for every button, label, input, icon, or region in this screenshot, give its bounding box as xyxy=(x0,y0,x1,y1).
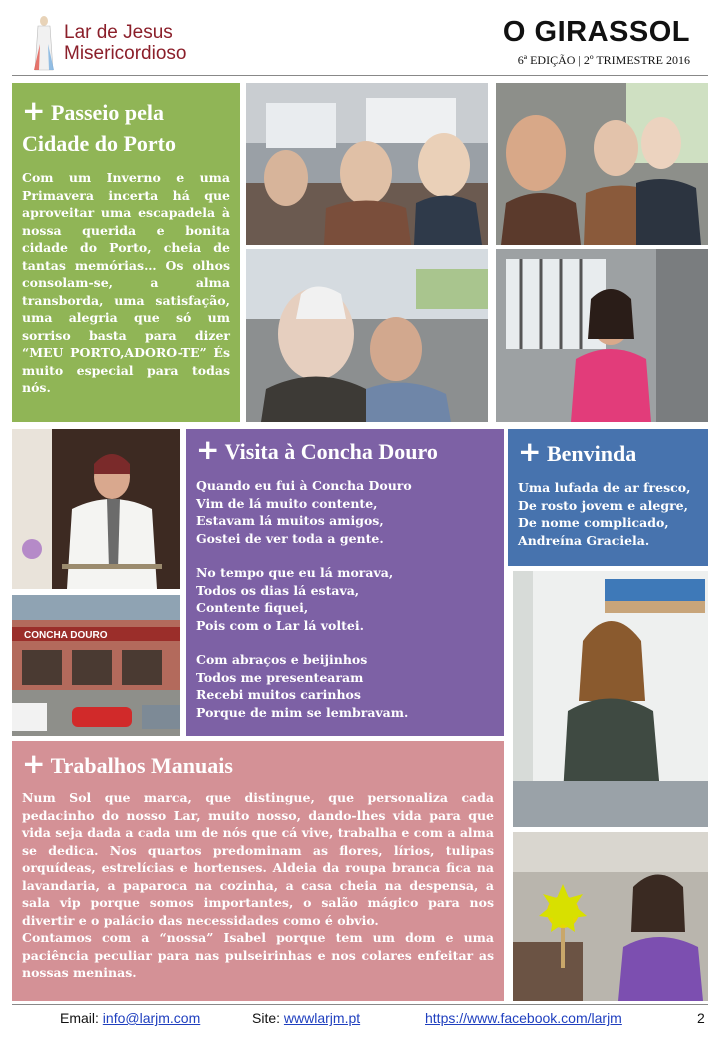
section-visita xyxy=(186,429,504,736)
passeio-title xyxy=(22,95,230,159)
poem-line: Pois com o Lar lá voltei. xyxy=(196,617,364,633)
poem-line: Porque de mim se lembravam. xyxy=(196,704,409,720)
benvinda-line: De rosto jovem e alegre, xyxy=(518,497,688,513)
poem-line: Com abraços e beijinhos xyxy=(196,652,368,667)
site-link[interactable]: wwwlarjm.pt xyxy=(283,1010,361,1026)
poem-line: Recebi muitos carinhos xyxy=(196,687,361,702)
trabalhos-paragraph-2: Contamos com a “nossa” Isabel porque tem um dom e uma paciência peculiar para nas pulseirinhas e nos colares enfeitar as nossas meninas. xyxy=(22,930,494,980)
photo-elderly-women-in-van xyxy=(246,83,488,245)
benvinda-line: Andreína Graciela. xyxy=(518,532,650,548)
org-name-line1: Lar de Jesus xyxy=(64,22,173,43)
email-label: Email: xyxy=(60,1010,99,1026)
storefront-sign: CONCHA DOURO xyxy=(24,630,108,641)
benvinda-line: Uma lufada de ar fresco, xyxy=(518,480,691,495)
plus-icon: + xyxy=(22,94,46,127)
benvinda-title xyxy=(518,435,698,468)
benvinda-line: De nome complicado, xyxy=(518,515,669,530)
site-label: Site: xyxy=(252,1010,281,1026)
poem-line: Estavam lá muitos amigos, xyxy=(196,513,384,528)
email-link[interactable]: info@larjm.com xyxy=(102,1010,201,1026)
photo-women-in-van-backseat xyxy=(496,83,708,245)
plus-icon: + xyxy=(518,435,542,468)
footer-email xyxy=(60,1010,200,1026)
section-passeio xyxy=(12,83,240,422)
benvinda-text xyxy=(518,479,698,549)
footer-facebook xyxy=(425,1010,622,1026)
divine-mercy-figure-icon xyxy=(30,14,58,72)
photo-concha-douro-storefront xyxy=(12,595,180,736)
poem-line: Vim de lá muito contente, xyxy=(196,495,378,511)
magazine-edition: 6ª EDIÇÃO | 2º TRIMESTRE 2016 xyxy=(517,53,690,67)
poem-line: Contente fiquei, xyxy=(196,600,309,615)
footer-site xyxy=(252,1010,360,1026)
poem-line: Todos os dias lá estava, xyxy=(196,582,360,598)
photo-smiling-woman-in-pink xyxy=(496,249,708,422)
page-number: 2 xyxy=(697,1010,705,1026)
section-trabalhos xyxy=(12,741,504,1001)
visita-title xyxy=(196,433,494,466)
passeio-text: Com um Inverno e uma Primavera incerta há que aproveitar uma escapadela à nossa querida e bonita cidade do Porto, cheia de tantas memórias… Os olhos consolam-se, a alma transborda, uma satisfação, uma alegria que só um sorriso basta para dizer “MEU PORTO,ADORO-TE” És muito especial para todas nós. xyxy=(22,170,230,395)
visita-title-text: Visita à Concha Douro xyxy=(224,439,438,464)
photo-woman-with-walker xyxy=(12,429,180,589)
section-benvinda xyxy=(508,429,708,566)
visita-poem xyxy=(196,477,494,721)
poem-line: Quando eu fui à Concha Douro xyxy=(196,478,412,493)
plus-icon: + xyxy=(22,747,46,780)
trabalhos-paragraph-1: Num Sol que marca, que distingue, que personaliza cada pedacinho do nosso Lar, muito nosso, dando-lhes vida para que vida seja dada a cada um de nós que cá vive, trabalha e com a alma se dedica. Nos quartos predominam as flores, lírios, tulipas orquídeas, estrelícias e hortenses. Aldeia da roupa branca fica na lavandaria, a paparoca na cozinha, a casa cheia na despensa, a sala vip porque somos importantes, o salão mágico para nos divertir e o palácio das necessidades como é obvio. xyxy=(22,790,494,928)
footer-divider xyxy=(12,1004,708,1005)
poem-stanza-3 xyxy=(196,651,494,721)
benvinda-title-text: Benvinda xyxy=(546,441,637,466)
plus-icon: + xyxy=(196,433,220,466)
poem-line: Todos me presentearam xyxy=(196,669,364,685)
photo-elderly-woman-in-van-front xyxy=(246,249,488,422)
poem-stanza-2 xyxy=(196,564,494,634)
header-divider xyxy=(12,75,708,76)
organization-name xyxy=(64,22,186,64)
facebook-link[interactable]: https://www.facebook.com/larjm xyxy=(425,1010,622,1026)
magazine-title: O GIRASSOL xyxy=(502,16,690,48)
trabalhos-title xyxy=(22,747,494,780)
passeio-title-line1: Passeio pela xyxy=(50,100,165,125)
org-name-line2: Misericordioso xyxy=(64,43,187,64)
poem-line: Gostei de ver toda a gente. xyxy=(196,530,384,546)
poem-line: No tempo que eu lá morava, xyxy=(196,565,394,580)
trabalhos-text xyxy=(22,789,494,982)
poem-stanza-1 xyxy=(196,477,494,547)
photo-woman-holding-sun-craft xyxy=(513,832,708,1001)
trabalhos-title-text: Trabalhos Manuais xyxy=(50,753,233,778)
passeio-title-line2: Cidade do Porto xyxy=(22,131,176,156)
photo-woman-new-staff xyxy=(513,571,708,827)
